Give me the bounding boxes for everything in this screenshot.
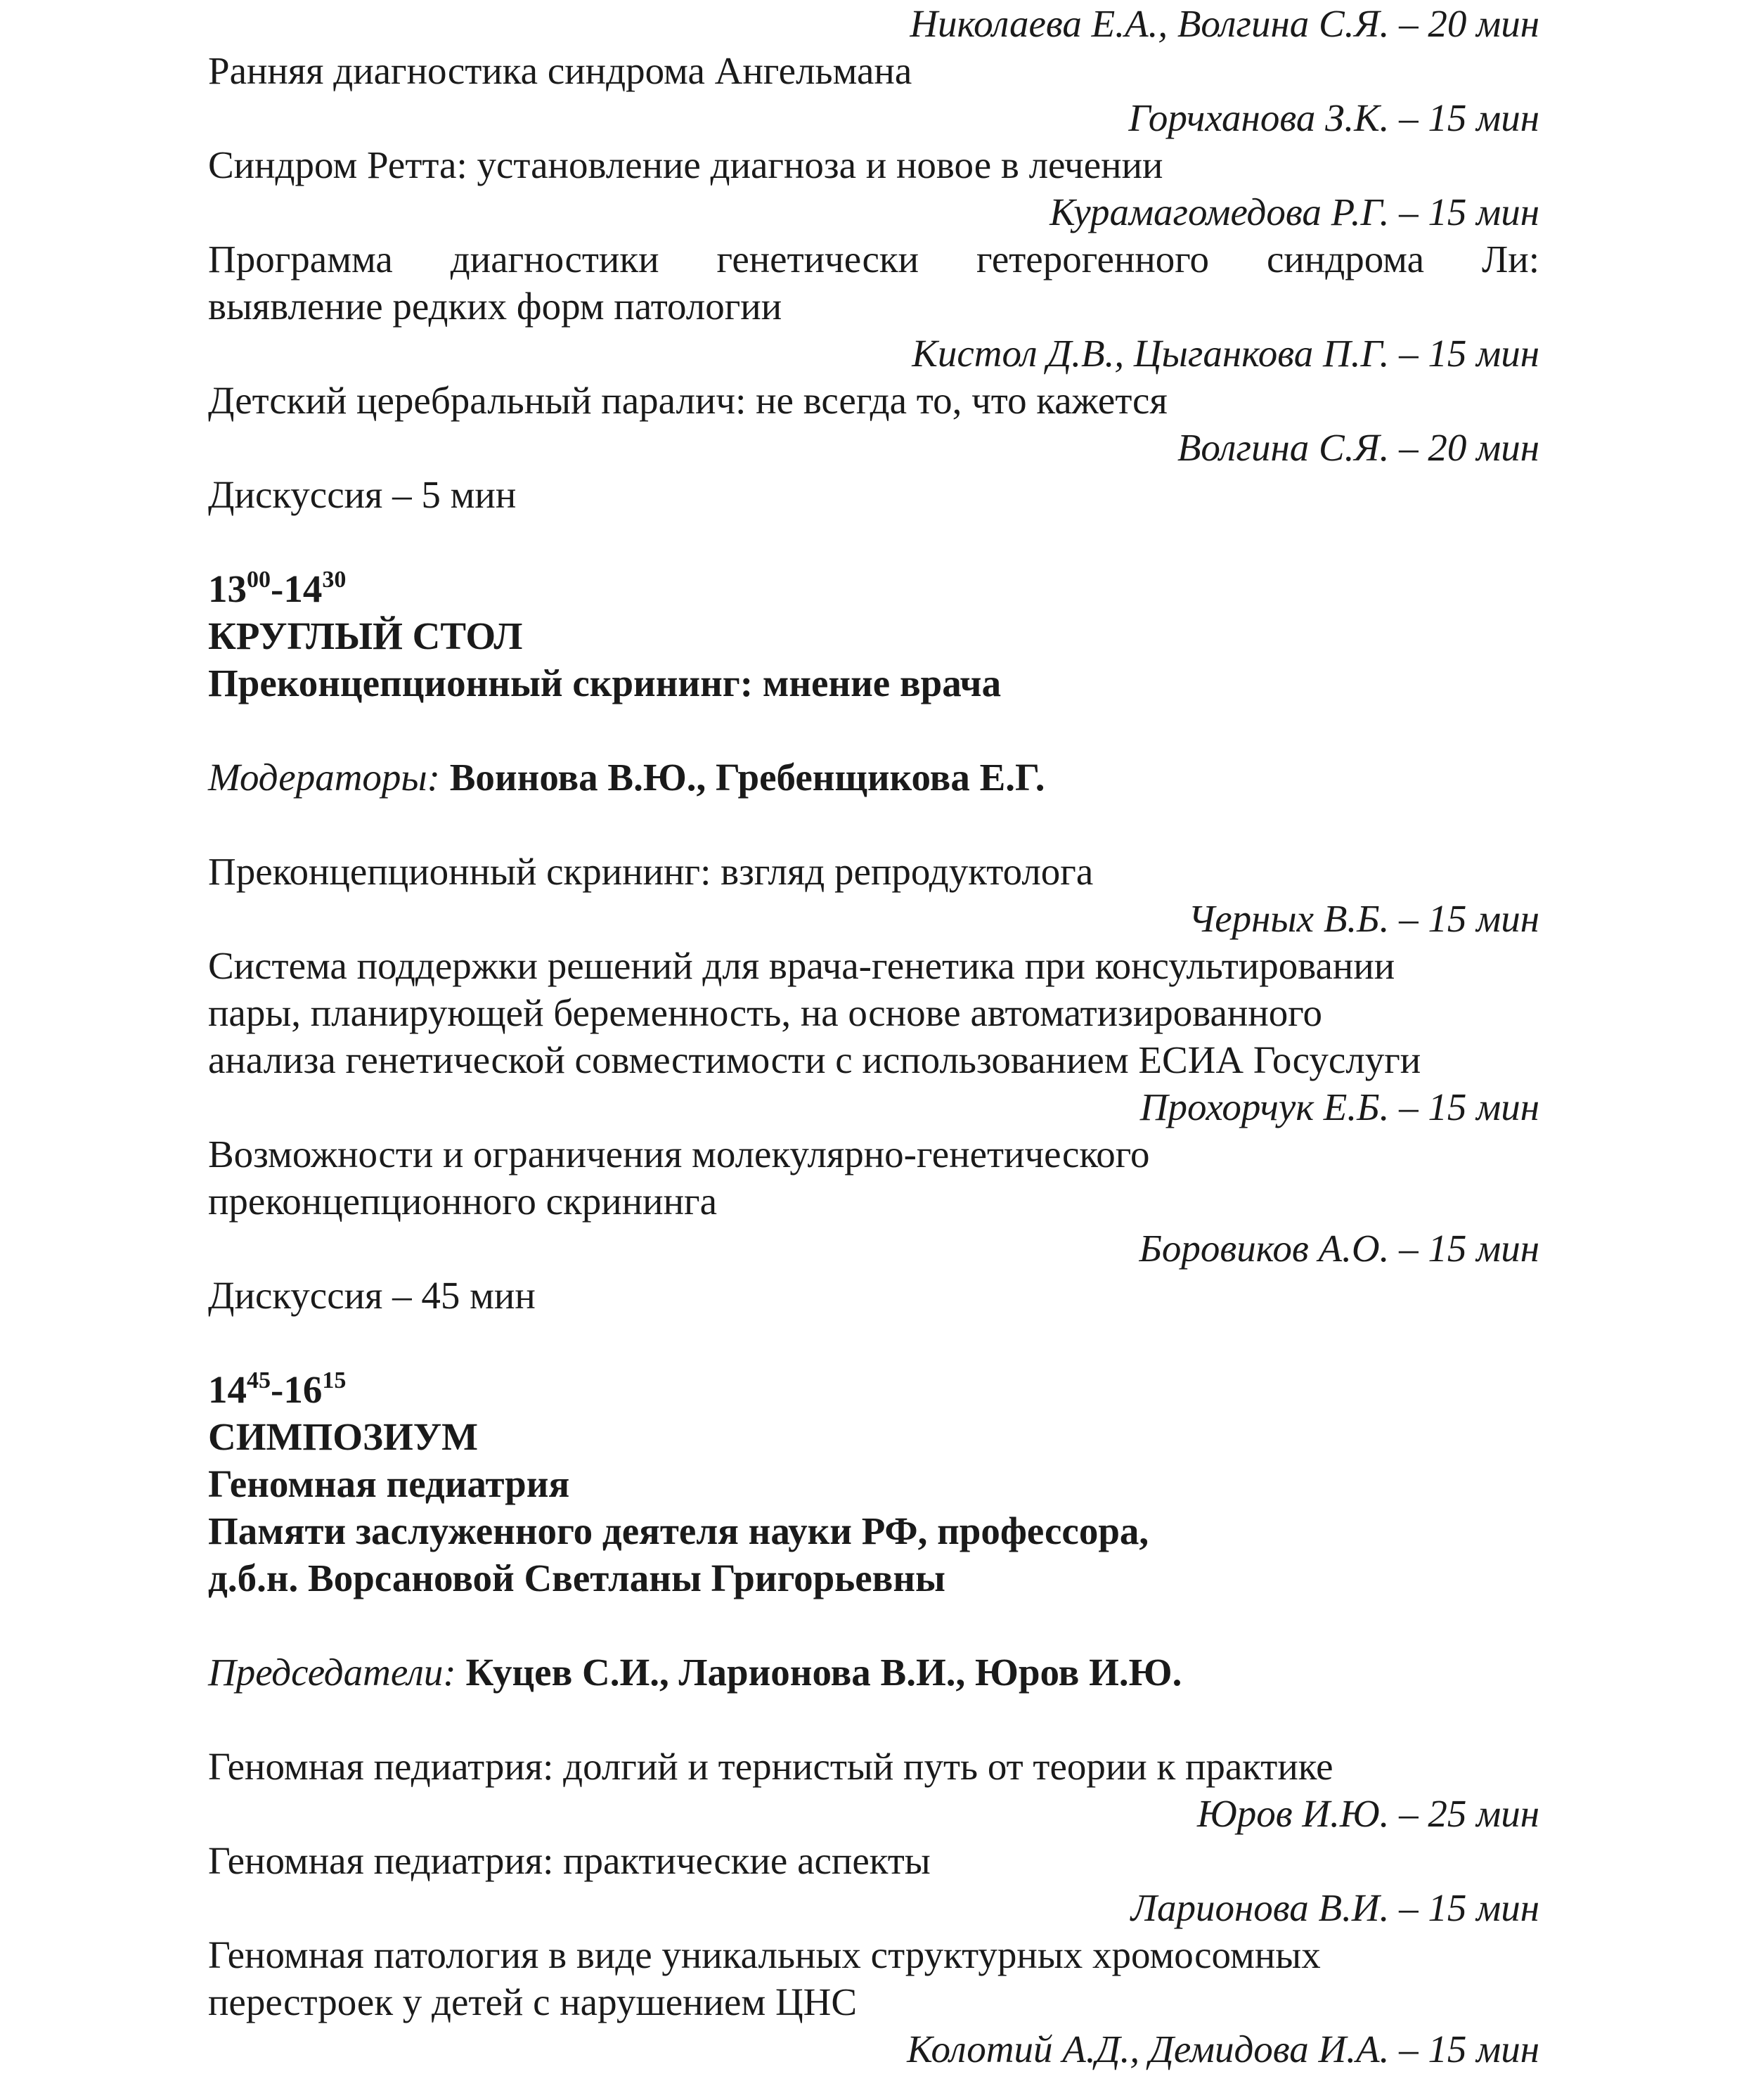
speaker-line: Курамагомедова Р.Г. – 15 мин — [1049, 191, 1539, 233]
speaker-line: Николаева Е.А., Волгина С.Я. – 20 мин — [910, 2, 1539, 45]
spacer — [208, 1319, 1539, 1366]
talk-title: Ранняя диагностика синдрома Ангельмана — [208, 49, 912, 92]
speaker-line: Колотий А.Д., Демидова И.А. – 15 мин — [907, 2028, 1539, 2070]
discussion-line: Дискуссия – 5 мин — [208, 473, 517, 516]
talk-title: Преконцепционный скрининг: взгляд репродуктолога — [208, 850, 1094, 893]
time-start-hour: 14 — [208, 1368, 247, 1411]
speaker-line: Кистол Д.В., Цыганкова П.Г. – 15 мин — [912, 332, 1539, 375]
moderators-line — [208, 754, 1539, 801]
time-end-min: 15 — [322, 1367, 347, 1393]
spacer — [208, 801, 1539, 848]
session-title: Геномная педиатрия — [208, 1462, 570, 1505]
session-subtitle-line: д.б.н. Ворсановой Светланы Григорьевны — [208, 1557, 946, 1599]
session-type: СИМПОЗИУМ — [208, 1415, 479, 1458]
chairs-line — [208, 1649, 1539, 1696]
session-type: КРУГЛЫЙ СТОЛ — [208, 614, 523, 657]
spacer — [208, 518, 1539, 565]
speaker-line: Ларионова В.И. – 15 мин — [1130, 1886, 1539, 1929]
time-separator: - — [271, 1368, 284, 1411]
talk-title-line: Программа диагностики генетически гетерогенного синдрома Ли: — [208, 238, 1539, 281]
talk-title: Геномная педиатрия: практические аспекты — [208, 1839, 931, 1882]
session-title: Преконцепционный скрининг: мнение врача — [208, 662, 1002, 704]
chairs-names: Куцев С.И., Ларионова В.И., Юров И.Ю. — [465, 1651, 1182, 1694]
speaker-line: Черных В.Б. – 15 мин — [1188, 897, 1539, 940]
time-end-hour: 14 — [283, 567, 323, 610]
session-time — [208, 1366, 1539, 1413]
talk-title-line: перестроек у детей с нарушением ЦНС — [208, 1980, 858, 2023]
session-time — [208, 565, 1539, 612]
spacer — [208, 1602, 1539, 1649]
moderators-label: Модераторы: — [208, 756, 440, 799]
speaker-line: Горчханова З.К. – 15 мин — [1128, 96, 1539, 139]
talk-title-line: Система поддержки решений для врача-генетика при консультировании — [208, 944, 1395, 987]
discussion-line: Дискуссия – 45 мин — [208, 1274, 536, 1317]
speaker-line: Волгина С.Я. – 20 мин — [1177, 426, 1539, 469]
spacer — [208, 1696, 1539, 1743]
speaker-line: Прохорчук Е.Б. – 15 мин — [1139, 1086, 1539, 1128]
talk-title: Геномная педиатрия: долгий и тернистый путь от теории к практике — [208, 1745, 1333, 1788]
talk-title-line: преконцепционного скрининга — [208, 1180, 717, 1223]
talk-title-line: анализа генетической совместимости с использованием ЕСИА Госуслуги — [208, 1038, 1421, 1081]
talk-title — [208, 1931, 1539, 2025]
talk-title: Детский церебральный паралич: не всегда то, что кажется — [208, 379, 1168, 422]
talk-title — [208, 1130, 1539, 1225]
spacer — [208, 707, 1539, 754]
talk-title — [208, 236, 1539, 330]
talk-title-line: Геномная патология в виде уникальных структурных хромосомных — [208, 1933, 1321, 1976]
session-subtitle-line: Памяти заслуженного деятеля науки РФ, профессора, — [208, 1509, 1149, 1552]
talk-title: Синдром Ретта: установление диагноза и новое в лечении — [208, 143, 1163, 186]
talk-title-line: пары, планирующей беременность, на основе автоматизированного — [208, 991, 1322, 1034]
time-start-hour: 13 — [208, 567, 247, 610]
speaker-line: Боровиков А.О. – 15 мин — [1139, 1227, 1539, 1270]
time-end-hour: 16 — [283, 1368, 323, 1411]
time-end-min: 30 — [322, 566, 347, 593]
time-start-min: 00 — [247, 566, 271, 593]
talk-title-line: Возможности и ограничения молекулярно-генетического — [208, 1133, 1150, 1175]
time-separator: - — [271, 567, 284, 610]
talk-title-line: выявление редких форм патологии — [208, 285, 782, 328]
moderators-names: Воинова В.Ю., Гребенщикова Е.Г. — [449, 756, 1045, 799]
program-page — [208, 0, 1539, 2073]
speaker-line: Юров И.Ю. – 25 мин — [1196, 1792, 1539, 1835]
time-start-min: 45 — [247, 1367, 271, 1393]
chairs-label: Председатели: — [208, 1651, 456, 1694]
talk-title — [208, 942, 1539, 1083]
